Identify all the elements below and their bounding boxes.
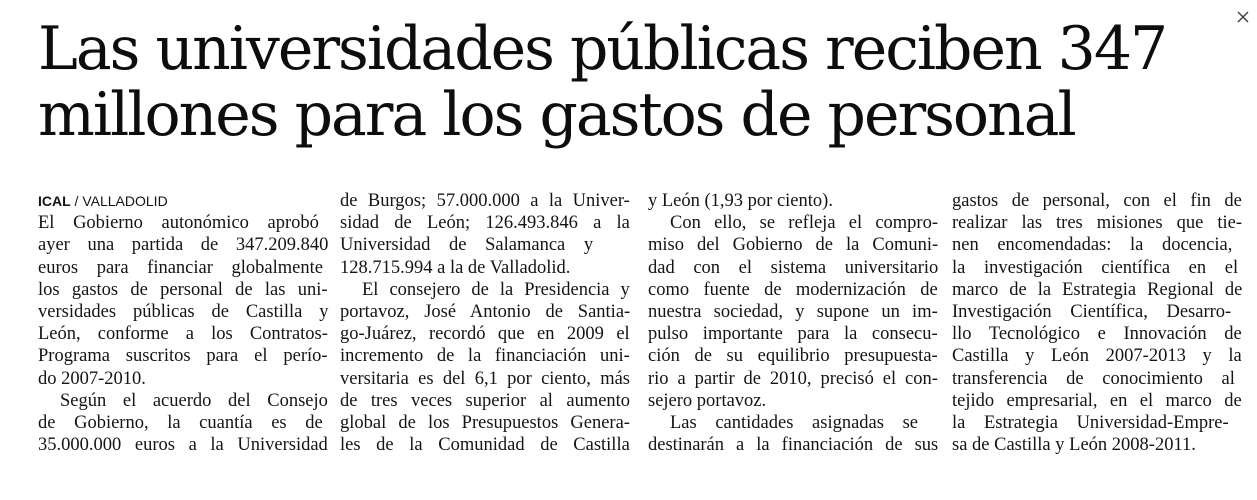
scan-mark-icon [1236, 10, 1250, 24]
body-text-line: los gastos de personal de las uni- [38, 279, 328, 300]
body-text-line: Las cantidades asignadas se [670, 412, 918, 433]
body-text-line: de Burgos; 57.000.000 a la Univer- [340, 191, 630, 211]
body-text-line: llo Tecnológico e Innovación de [952, 324, 1242, 345]
body-text-line: portavoz, José Antonio de Santia- [340, 301, 631, 322]
body-text-line: El Gobierno autonómico aprobó [38, 213, 319, 234]
article-column-2 [340, 190, 630, 456]
body-text-line: ción de su equilibrio presupuesta- [648, 346, 938, 367]
body-text-line: como fuente de modernización de [648, 279, 938, 300]
article-column-3 [648, 190, 938, 456]
body-text-line: ayer una partida de 347.209.840 [38, 235, 329, 256]
body-text-line: Según el acuerdo del Consejo [60, 390, 328, 411]
body-text-line: rio a partir de 2010, precisó el con- [648, 368, 938, 389]
body-text-line: sidad de León; 126.493.846 a la [340, 213, 630, 234]
body-text-line: 35.000.000 euros a la Universidad [38, 435, 328, 456]
body-text-line: de Gobierno, la cuantía es de [38, 412, 323, 433]
byline-location: VALLADOLID [82, 193, 168, 209]
column-lines [38, 212, 328, 456]
byline-separator: / [70, 193, 83, 209]
body-text-line: sejero portavoz. [648, 390, 767, 411]
body-text-line: Universidad de Salamanca y [340, 235, 594, 256]
body-text-line: miso del Gobierno de la Comuni- [648, 235, 939, 256]
body-text-line: León, conforme a los Contratos- [38, 324, 328, 345]
body-text-line: incremento de la financiación uni- [340, 346, 630, 367]
body-text-line: Con ello, se refleja el compro- [670, 213, 938, 234]
body-text-line: de tres veces superior al aumento [340, 390, 631, 411]
body-text-line: global de los Presupuestos Genera- [340, 412, 630, 433]
body-text-line: 128.715.994 a la de Valladolid. [340, 257, 571, 278]
body-text-line: la Estrategia Universidad-Empre- [952, 412, 1229, 433]
body-text-line: sa de Castilla y León 2008-2011. [952, 435, 1196, 456]
column-lines [648, 190, 938, 456]
headline-line: millones para los gastos de personal [38, 80, 1075, 150]
body-text-line: la investigación científica en el [952, 257, 1239, 278]
body-text-line: El consejero de la Presidencia y [362, 279, 630, 300]
headline-line: Las universidades públicas reciben 347 [38, 14, 1167, 84]
body-text-line: versitaria es del 6,1 por ciento, más [340, 368, 630, 389]
body-text-line: tejido empresarial, en el marco de [952, 390, 1242, 411]
body-text-line: nuestra sociedad, y supone un im- [648, 301, 938, 322]
body-text-line: Programa suscritos para el perío- [38, 346, 328, 367]
body-text-line: marco de la Estrategia Regional de [952, 279, 1243, 300]
body-text-line: Investigación Científica, Desarro- [952, 301, 1232, 322]
body-text-line: Castilla y León 2007-2013 y la [952, 346, 1242, 367]
body-text-line: go-Juárez, recordó que en 2009 el [340, 324, 630, 345]
body-text-line: les de la Comunidad de Castilla [340, 435, 630, 456]
article-column-4 [952, 190, 1242, 456]
article-headline [38, 16, 1238, 148]
body-text-line: pulso importante para la consecu- [648, 324, 938, 345]
body-text-line: transferencia de conocimiento al [952, 368, 1235, 389]
body-text-line: nen encomendadas: la docencia, [952, 235, 1233, 256]
body-text-line: do 2007-2010. [38, 368, 146, 389]
body-text-line: y León (1,93 por ciento). [648, 191, 833, 211]
body-text-line: realizar las tres misiones que tie- [952, 213, 1242, 234]
body-text-line: dad con el sistema universitario [648, 257, 939, 278]
article-column-1 [38, 190, 328, 456]
byline [38, 190, 328, 212]
column-lines [952, 190, 1242, 456]
body-text-line: euros para financiar globalmente [38, 257, 323, 278]
body-text-line: gastos de personal, con el fin de [952, 191, 1242, 211]
body-text-line: destinarán a la financiación de sus [648, 435, 939, 456]
byline-agency: ICAL [38, 193, 71, 209]
column-lines [340, 190, 630, 456]
body-text-line: versidades públicas de Castilla y [38, 301, 329, 322]
